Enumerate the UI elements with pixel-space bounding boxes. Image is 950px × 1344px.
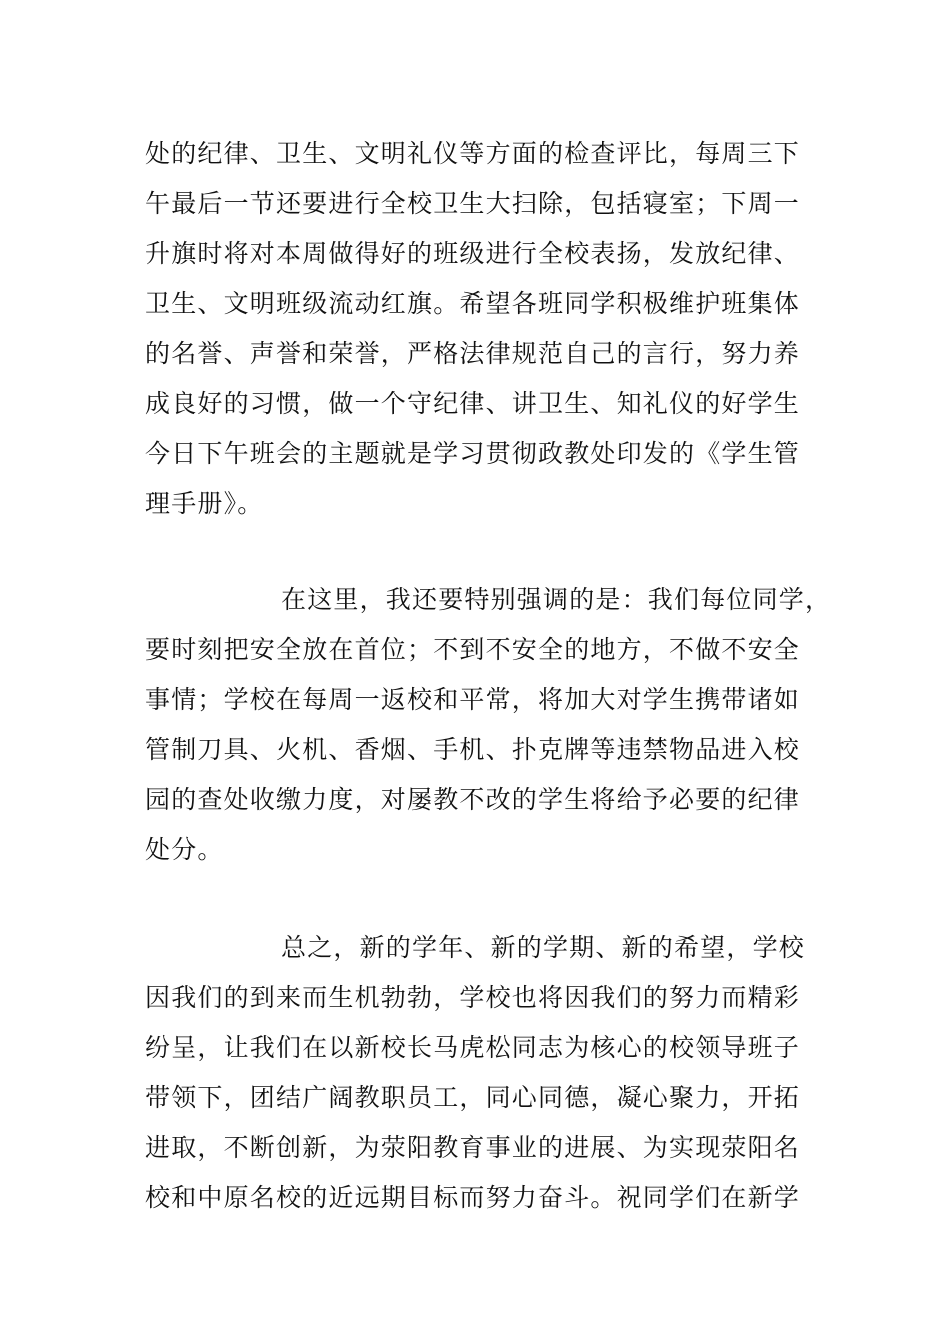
text-line: 管制刀具、火机、香烟、手机、扑克牌等违禁物品进入校 [145,735,801,764]
text-line: 处的纪律、卫生、文明礼仪等方面的检查评比，每周三下 [145,139,801,168]
text-line: 要时刻把安全放在首位；不到不安全的地方，不做不安全 [145,635,801,664]
text-line: 处分。 [145,835,224,864]
text-line: 事情；学校在每周一返校和平常，将加大对学生携带诸如 [145,685,801,714]
text-line: 卫生、文明班级流动红旗。希望各班同学积极维护班集体 [145,289,801,318]
text-line: 升旗时将对本周做得好的班级进行全校表扬，发放纪律、 [145,239,801,268]
paragraph-discipline-hygiene [145,129,810,529]
text-line: 午最后一节还要进行全校卫生大扫除，包括寝室；下周一 [145,189,801,218]
paragraph-conclusion [145,923,810,1223]
text-line: 成良好的习惯，做一个守纪律、讲卫生、知礼仪的好学生 [145,389,801,418]
text-line: 园的查处收缴力度，对屡教不改的学生将给予必要的纪律 [145,785,801,814]
text-line: 因我们的到来而生机勃勃，学校也将因我们的努力而精彩 [145,983,801,1012]
text-line: 校和中原名校的近远期目标而努力奋斗。祝同学们在新学 [145,1183,801,1212]
text-line: 纷呈，让我们在以新校长马虎松同志为核心的校领导班子 [145,1033,801,1062]
text-line-indented: 在这里，我还要特别强调的是：我们每位同学， [281,585,832,614]
text-line: 理手册》。 [145,489,264,518]
text-line: 的名誉、声誉和荣誉，严格法律规范自己的言行，努力养 [145,339,801,368]
paragraph-safety [145,575,832,875]
text-line: 进取，不断创新，为荥阳教育事业的进展、为实现荥阳名 [145,1133,801,1162]
text-line: 今日下午班会的主题就是学习贯彻政教处印发的《学生管 [145,439,801,468]
text-line-indented: 总之，新的学年、新的学期、新的希望，学校 [281,933,806,962]
text-line: 带领下，团结广阔教职员工，同心同德，凝心聚力，开拓 [145,1083,801,1112]
